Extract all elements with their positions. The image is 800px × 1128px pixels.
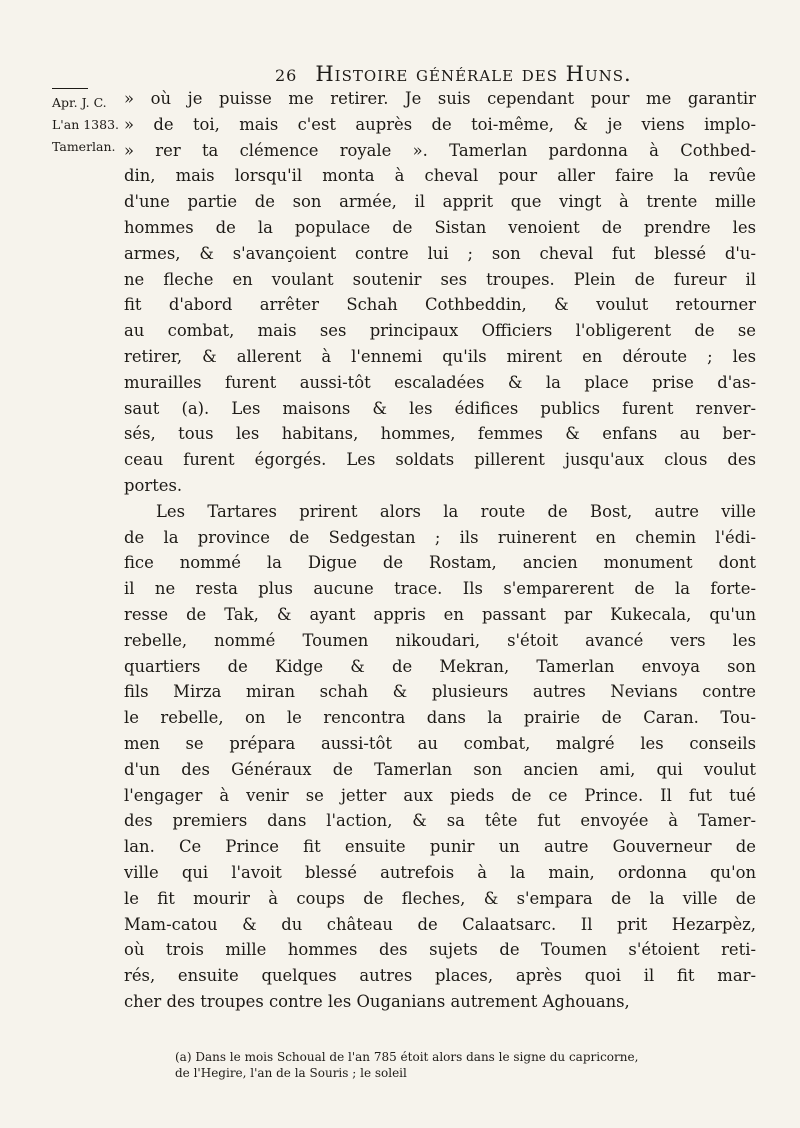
body-line: retirer, & allerent à l'ennemi qu'ils mirent en déroute ; les	[124, 346, 756, 366]
running-title: Histoire générale des Huns.	[315, 62, 632, 86]
footnote-line: (a) Dans le mois Schoual de l'an 785 étoit alors dans le signe du capricorne,	[175, 1050, 639, 1064]
body-line: murailles furent aussi-tôt escaladées & la place prise d'as-	[124, 372, 756, 392]
body-line: où trois mille hommes des sujets de Toumen s'étoient reti-	[124, 940, 756, 960]
body-line: des premiers dans l'action, & sa tête fut envoyée à Tamer-	[124, 811, 756, 831]
body-line: portes.	[124, 475, 183, 495]
body-line: cher des troupes contre les Ouganians autrement Aghouans,	[124, 991, 630, 1011]
body-line: ville qui l'avoit blessé autrefois à la main, ordonna qu'on	[124, 862, 756, 882]
body-line: » de toi, mais c'est auprès de toi-même, & je viens implo-	[124, 114, 756, 134]
body-line: rés, ensuite quelques autres places, après quoi il fit mar-	[124, 966, 756, 986]
body-line: resse de Tak, & ayant appris en passant par Kukecala, qu'un	[124, 604, 756, 624]
body-text	[124, 86, 756, 1015]
body-line: sés, tous les habitans, hommes, femmes & enfans au ber-	[124, 424, 756, 444]
body-line: Les Tartares prirent alors la route de Bost, autre ville	[156, 501, 756, 521]
body-line: quartiers de Kidge & de Mekran, Tamerlan envoya son	[124, 656, 756, 676]
margin-note	[52, 92, 122, 158]
running-head	[275, 62, 755, 86]
footnote-line: de l'Hegire, l'an de la Souris ; le soleil	[175, 1066, 407, 1080]
body-line: rebelle, nommé Toumen nikoudari, s'étoit avancé vers les	[124, 630, 756, 650]
margin-note-line: L'an 1383.	[52, 117, 119, 132]
body-line: Mam-catou & du château de Calaatsarc. Il prit Hezarpèz,	[124, 914, 756, 934]
body-line: le rebelle, on le rencontra dans la prairie de Caran. Tou-	[124, 708, 756, 728]
body-line: fils Mirza miran schah & plusieurs autres Nevians contre	[124, 682, 756, 702]
body-line: ceau furent égorgés. Les soldats pillerent jusqu'aux clous des	[124, 450, 756, 470]
page-number: 26	[275, 66, 298, 85]
body-line: d'une partie de son armée, il apprit que vingt à trente mille	[124, 192, 756, 212]
body-line: » où je puisse me retirer. Je suis cependant pour me garantir	[124, 89, 756, 108]
body-line: il ne resta plus aucune trace. Ils s'emparerent de la forte-	[124, 579, 756, 599]
body-line: saut (a). Les maisons & les édifices publics furent renver-	[124, 398, 756, 418]
margin-note-line: Tamerlan.	[52, 139, 116, 154]
body-line: » rer ta clémence royale ». Tamerlan pardonna à Cothbed-	[124, 140, 756, 160]
body-line: de la province de Sedgestan ; ils ruinerent en chemin l'édi-	[124, 527, 756, 547]
body-line: l'engager à venir se jetter aux pieds de ce Prince. Il fut tué	[124, 785, 756, 805]
body-line: armes, & s'avançoient contre lui ; son cheval fut blessé d'u-	[124, 243, 756, 263]
body-line: din, mais lorsqu'il monta à cheval pour aller faire la revûe	[124, 166, 756, 186]
body-line: fice nommé la Digue de Rostam, ancien monument dont	[124, 553, 756, 573]
body-line: lan. Ce Prince fit ensuite punir un autre Gouverneur de	[124, 837, 756, 857]
body-line: hommes de la populace de Sistan venoient de prendre les	[124, 217, 756, 237]
body-line: men se prépara aussi-tôt au combat, malgré les conseils	[124, 733, 756, 753]
body-line: le fit mourir à coups de fleches, & s'empara de la ville de	[124, 888, 756, 908]
body-line: au combat, mais ses principaux Officiers l'obligerent de se	[124, 321, 756, 341]
footnote	[175, 1049, 760, 1081]
margin-note-line: Apr. J. C.	[52, 95, 107, 110]
margin-rule	[52, 88, 88, 89]
body-line: ne fleche en voulant soutenir ses troupes. Plein de fureur il	[124, 269, 756, 289]
body-line: fit d'abord arrêter Schah Cothbeddin, & voulut retourner	[124, 295, 756, 315]
body-line: d'un des Généraux de Tamerlan son ancien ami, qui voulut	[124, 759, 756, 779]
